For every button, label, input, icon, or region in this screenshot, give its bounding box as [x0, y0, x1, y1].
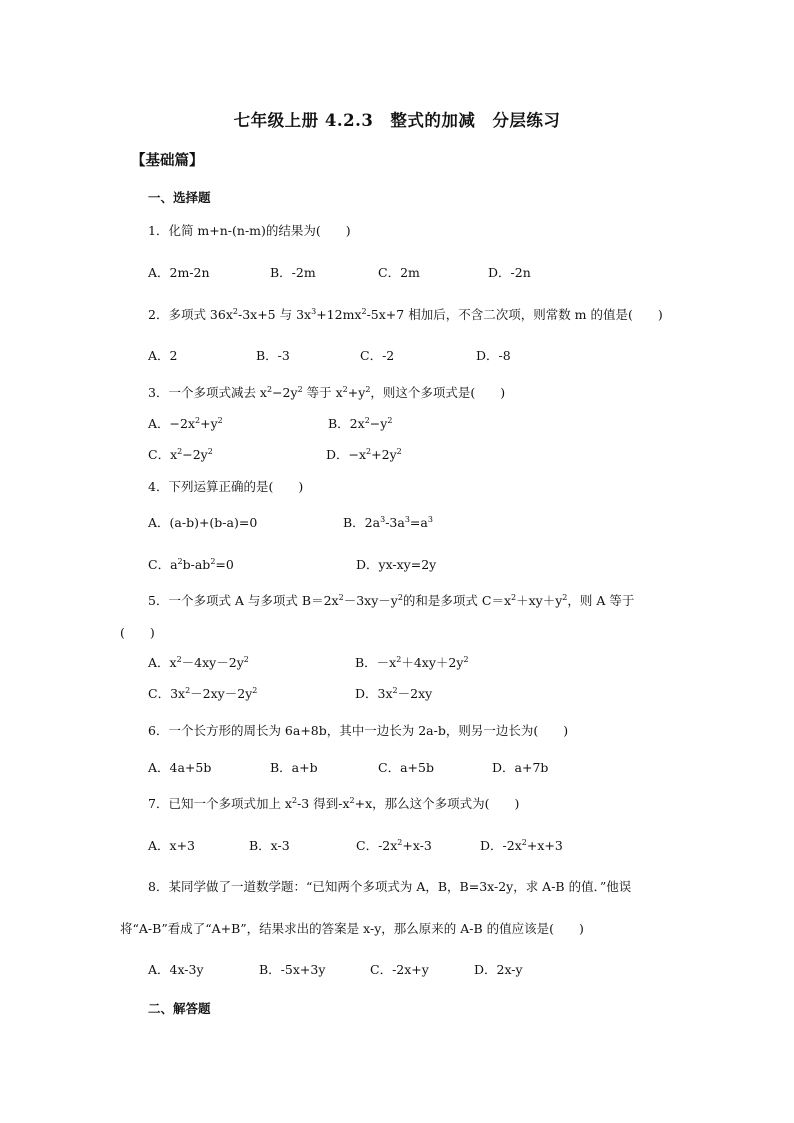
question-8-stem: 8．某同学做了一道数学题：“已知两个多项式为 A，B，B=3x-2y，求 A-B 的值．”他误	[148, 879, 632, 894]
question-8-option-c: C．-2x+y	[370, 962, 429, 977]
question-2-option-c: C．-2	[360, 348, 395, 363]
question-6-option-d: D．a+7b	[492, 760, 549, 775]
question-6-stem: 6．一个长方形的周长为 6a+8b，其中一边长为 2a-b，则另一边长为( )	[148, 723, 569, 738]
page-title: 七年级上册 4.2.3 整式的加减 分层练习	[233, 111, 561, 130]
part1-title: 一、选择题	[148, 190, 211, 205]
question-3-option-d: D．$-x^2+2y^2$	[326, 447, 402, 462]
question-4-option-b: B．$2a^3-3a^3=a^3$	[343, 515, 433, 530]
question-1-option-b: B．-2m	[270, 265, 316, 280]
question-4-option-d: D．yx-xy=2y	[356, 557, 437, 572]
question-7-stem: 7．已知一个多项式加上 $x^2-3$ 得到$-x^2+x$，那么这个多项式为( )	[148, 796, 520, 811]
question-1-option-d: D．-2n	[488, 265, 531, 280]
question-2-option-d: D．-8	[476, 348, 511, 363]
question-3-option-c: C．$x^2-2y^2$	[148, 447, 213, 462]
question-4-option-a: A．(a-b)+(b-a)=0	[148, 515, 258, 530]
part2-title: 二、解答题	[148, 1001, 211, 1016]
question-8-stem-continued: 将“A-B”看成了“A+B”，结果求出的答案是 x-y，那么原来的 A-B 的值应该是( )	[120, 921, 584, 936]
question-3-stem: 3．一个多项式减去 $x^2-2y^2$ 等于 $x^2+y^2$，则这个多项式是( )	[148, 385, 506, 400]
section-label: 【基础篇】	[131, 152, 204, 169]
question-1-stem: 1．化简 m+n-(n-m)的结果为( )	[148, 223, 351, 238]
question-5-stem: 5．一个多项式 A 与多项式 $B=2x^2-3xy-y^2$的和是多项式 $C=x^2+xy+y^2$，则 A 等于	[148, 593, 635, 608]
question-4-option-c: C．$a^2b-ab^2=0$	[148, 557, 234, 572]
question-2-option-b: B．-3	[256, 348, 290, 363]
question-7-option-a: A．x+3	[148, 838, 196, 853]
question-6-option-b: B．a+b	[270, 760, 318, 775]
question-7-option-d: D．$-2x^2+x+3$	[480, 838, 563, 853]
question-8-option-d: D．2x-y	[474, 962, 523, 977]
question-5-option-d: D．$3x^2-2xy$	[355, 686, 433, 701]
question-5-stem-continued: ( )	[120, 625, 155, 640]
question-5-option-b: B．$-x^2+4xy+2y^2$	[355, 655, 469, 670]
question-5-option-c: C．$3x^2-2xy-2y^2$	[148, 686, 258, 701]
question-4-stem: 4．下列运算正确的是( )	[148, 479, 304, 494]
question-8-option-b: B．-5x+3y	[259, 962, 326, 977]
question-5-option-a: A．$x^2-4xy-2y^2$	[148, 655, 249, 670]
question-2-stem: 2．多项式 $36x^2-3x+5$ 与 $3x^3+12mx^2-5x+7$ 相加后，不含二次项，则常数 m 的值是( )	[148, 307, 663, 322]
question-6-option-c: C．a+5b	[378, 760, 434, 775]
question-1-option-c: C．2m	[378, 265, 420, 280]
question-3-option-a: A．$-2x^2+y^2$	[148, 416, 223, 431]
question-6-option-a: A．4a+5b	[148, 760, 212, 775]
question-7-option-c: C．$-2x^2+x-3$	[356, 838, 432, 853]
question-1-option-a: A．2m-2n	[148, 265, 210, 280]
question-3-option-b: B．$2x^2-y^2$	[328, 416, 393, 431]
question-7-option-b: B．x-3	[249, 838, 290, 853]
question-8-option-a: A．4x-3y	[148, 962, 204, 977]
question-2-option-a: A．2	[148, 348, 178, 363]
